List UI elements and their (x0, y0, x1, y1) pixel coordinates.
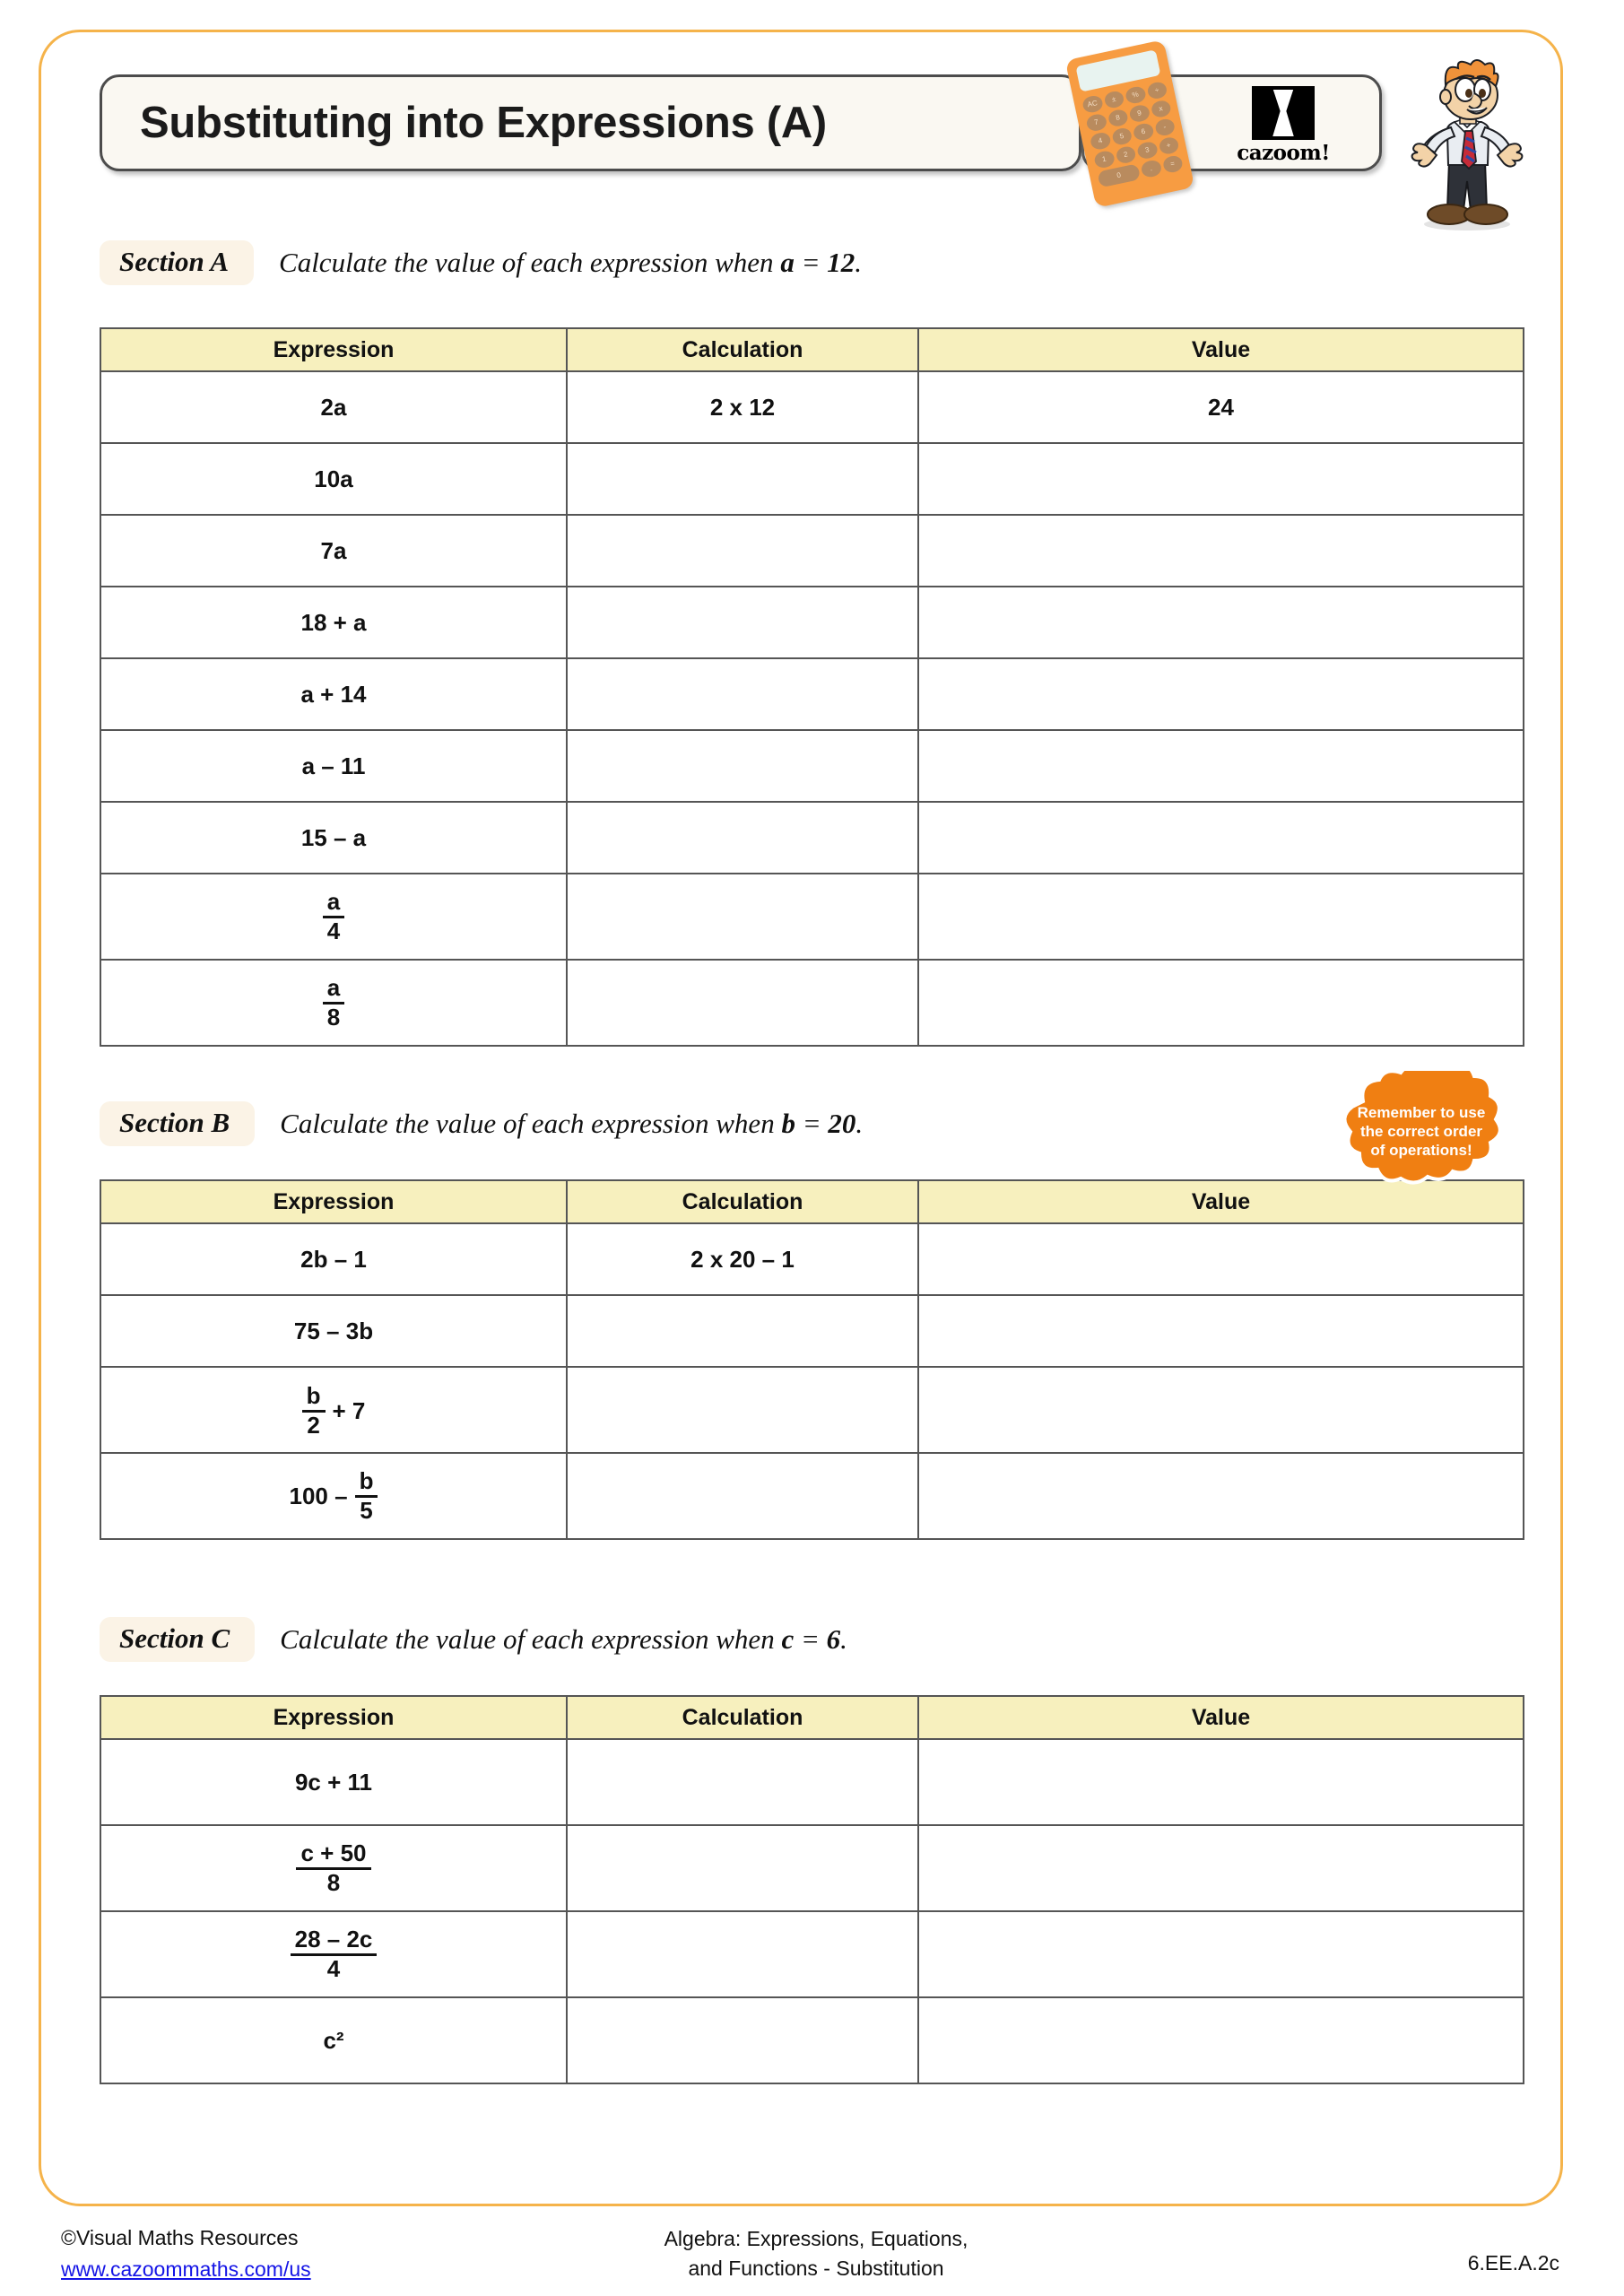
value-cell[interactable] (918, 874, 1524, 960)
reminder-line-1: Remember to use (1357, 1104, 1486, 1121)
expression-cell: a – 11 (100, 730, 567, 802)
table-row (100, 1997, 1524, 2083)
column-header-calculation: Calculation (567, 328, 918, 371)
reminder-line-2: the correct order (1359, 1123, 1483, 1141)
value-cell[interactable] (918, 802, 1524, 874)
value-cell[interactable] (918, 587, 1524, 658)
section-header-a (100, 238, 862, 288)
fraction (323, 887, 344, 944)
instruction-text: Calculate the value of each expression when (280, 1108, 782, 1139)
calc-key: x (1150, 99, 1172, 118)
reminder-line-3: of operations! (1370, 1142, 1472, 1160)
calc-key: 1 (1093, 150, 1116, 170)
calculation-cell[interactable] (567, 658, 918, 730)
calculation-cell[interactable] (567, 1997, 918, 2083)
fraction-denominator: 4 (326, 917, 341, 944)
copyright-text: ©Visual Maths Resources (61, 2226, 299, 2249)
calc-key: = (1161, 154, 1184, 174)
section-label: Section C (100, 1617, 255, 1662)
calc-key: 2 (1115, 145, 1137, 165)
fraction-numerator: c + 50 (296, 1841, 370, 1870)
table-row (100, 443, 1524, 515)
calc-key: % (1125, 85, 1147, 105)
expression-cell: c² (100, 1997, 567, 2083)
fraction (296, 1841, 370, 1895)
expression-composite (302, 1381, 366, 1439)
table-header-row (100, 328, 1524, 371)
calculation-cell[interactable] (567, 443, 918, 515)
table-row (100, 960, 1524, 1046)
instruction-period: . (855, 247, 862, 278)
calculation-cell[interactable] (567, 730, 918, 802)
table-row (100, 658, 1524, 730)
table-row (100, 730, 1524, 802)
fraction (291, 1927, 378, 1981)
section-instruction (280, 1108, 863, 1140)
page-footer (0, 2222, 1624, 2296)
table-row (100, 371, 1524, 443)
value-cell[interactable] (918, 1223, 1524, 1295)
fraction-denominator: 5 (360, 1496, 373, 1524)
section-header-c (100, 1614, 847, 1665)
calc-key: - (1154, 117, 1177, 137)
calc-key: 4 (1090, 131, 1112, 151)
fraction-numerator: a (323, 890, 344, 918)
section-a-table (100, 327, 1524, 1047)
expression-cell: 2b – 1 (100, 1223, 567, 1295)
expression-cell (100, 1453, 567, 1539)
expression-cell (100, 1825, 567, 1911)
column-header-calculation: Calculation (567, 1696, 918, 1739)
section-c-table (100, 1695, 1524, 2084)
calc-key: ± (1103, 90, 1125, 109)
expression-composite (289, 1466, 378, 1524)
website-link[interactable]: www.cazoommaths.com/us (61, 2257, 311, 2281)
value-cell[interactable] (918, 515, 1524, 587)
instruction-value: 6 (826, 1623, 841, 1655)
calculation-cell[interactable]: 2 x 12 (567, 371, 918, 443)
table-row (100, 1453, 1524, 1539)
instruction-value: 20 (828, 1108, 856, 1139)
footer-left (61, 2222, 311, 2284)
table-row (100, 1739, 1524, 1825)
value-cell[interactable] (918, 960, 1524, 1046)
mascot-character-icon (1399, 56, 1533, 235)
value-cell[interactable] (918, 1911, 1524, 1997)
instruction-value: 12 (827, 247, 855, 278)
column-header-expression: Expression (100, 1696, 567, 1739)
expression-cell: 7a (100, 515, 567, 587)
expression-cell (100, 1367, 567, 1453)
topic-line-1: Algebra: Expressions, Equations, (664, 2227, 968, 2250)
section-b-table (100, 1179, 1524, 1540)
section-label: Section A (100, 240, 254, 285)
value-cell[interactable] (918, 1453, 1524, 1539)
expression-cell: 15 – a (100, 802, 567, 874)
table-header-row (100, 1180, 1524, 1223)
expression-cell: 9c + 11 (100, 1739, 567, 1825)
instruction-period: . (855, 1108, 864, 1139)
table-row (100, 874, 1524, 960)
worksheet-title-box (100, 74, 1081, 171)
calc-key: 0 (1097, 163, 1141, 187)
standard-code: 6.EE.A.2c (1467, 2251, 1559, 2274)
table-row (100, 1295, 1524, 1367)
table-row (100, 587, 1524, 658)
table-row (100, 1223, 1524, 1295)
calculation-cell[interactable] (567, 802, 918, 874)
calc-key: AC (1081, 94, 1104, 114)
value-cell[interactable] (918, 730, 1524, 802)
value-cell[interactable] (918, 1825, 1524, 1911)
section-instruction (279, 247, 862, 279)
calculation-cell[interactable] (567, 1911, 918, 1997)
calculator-keypad (1081, 81, 1184, 188)
column-header-value: Value (918, 1180, 1524, 1223)
calc-key: + (1158, 135, 1180, 155)
cazoom-logo (1237, 86, 1330, 169)
section-instruction (280, 1623, 847, 1656)
fraction-numerator: a (323, 976, 344, 1004)
calculation-cell[interactable] (567, 1367, 918, 1453)
fraction-denominator: 4 (326, 1954, 341, 1982)
expression-suffix: + 7 (332, 1396, 366, 1424)
expression-cell: 2a (100, 371, 567, 443)
value-cell[interactable] (918, 1367, 1524, 1453)
hourglass-icon (1252, 86, 1315, 140)
instruction-text: Calculate the value of each expression when (279, 247, 781, 278)
instruction-equals: = (794, 1623, 827, 1655)
instruction-text: Calculate the value of each expression when (280, 1623, 782, 1655)
calc-key: 9 (1128, 104, 1151, 124)
instruction-variable: c (781, 1623, 795, 1655)
expression-cell: 75 – 3b (100, 1295, 567, 1367)
column-header-expression: Expression (100, 1180, 567, 1223)
column-header-expression: Expression (100, 328, 567, 371)
fraction-denominator: 8 (326, 1003, 341, 1031)
calculation-cell[interactable] (567, 1295, 918, 1367)
expression-prefix: 100 – (289, 1482, 348, 1509)
value-cell[interactable] (918, 1739, 1524, 1825)
calculation-cell[interactable] (567, 515, 918, 587)
expression-cell (100, 960, 567, 1046)
expression-cell: 10a (100, 443, 567, 515)
section-header-b (100, 1099, 863, 1149)
topic-line-2: and Functions - Substitution (688, 2257, 944, 2281)
fraction-denominator: 8 (326, 1868, 341, 1896)
instruction-variable: a (780, 247, 795, 278)
expression-cell (100, 874, 567, 960)
fraction-denominator: 2 (307, 1411, 320, 1439)
table-header-row (100, 1696, 1524, 1739)
value-cell[interactable] (918, 443, 1524, 515)
footer-topic (547, 2224, 1085, 2284)
fraction (323, 973, 344, 1031)
column-header-value: Value (918, 328, 1524, 371)
calculation-cell[interactable] (567, 1825, 918, 1911)
fraction-numerator: 28 – 2c (291, 1927, 378, 1956)
fraction (355, 1466, 378, 1524)
instruction-period: . (840, 1623, 847, 1655)
calc-key: . (1140, 159, 1162, 178)
fraction-numerator: b (302, 1384, 326, 1413)
value-cell[interactable] (918, 658, 1524, 730)
calc-key: 7 (1085, 113, 1107, 133)
instruction-variable: b (781, 1108, 795, 1139)
value-cell[interactable]: 24 (918, 371, 1524, 443)
calculation-cell[interactable]: 2 x 20 – 1 (567, 1223, 918, 1295)
instruction-equals: = (795, 1108, 829, 1139)
cazoom-wordmark: cazoom! (1237, 141, 1330, 165)
table-row (100, 1825, 1524, 1911)
calculation-cell[interactable] (567, 587, 918, 658)
calc-key: 8 (1107, 109, 1129, 128)
expression-cell: a + 14 (100, 658, 567, 730)
table-row (100, 1367, 1524, 1453)
section-label: Section B (100, 1101, 255, 1146)
page-title: Substituting into Expressions (A) (140, 99, 827, 147)
calc-key: 6 (1133, 122, 1155, 142)
expression-cell: 18 + a (100, 587, 567, 658)
value-cell[interactable] (918, 1295, 1524, 1367)
calc-key: 5 (1111, 126, 1133, 146)
calculation-cell[interactable] (567, 874, 918, 960)
column-header-calculation: Calculation (567, 1180, 918, 1223)
table-row (100, 1911, 1524, 1997)
calculation-cell[interactable] (567, 960, 918, 1046)
calculation-cell[interactable] (567, 1739, 918, 1825)
calc-key: 3 (1136, 141, 1159, 161)
calc-key: ÷ (1146, 81, 1168, 100)
column-header-value: Value (918, 1696, 1524, 1739)
fraction-numerator: b (355, 1469, 378, 1498)
calculation-cell[interactable] (567, 1453, 918, 1539)
instruction-equals: = (794, 247, 828, 278)
expression-cell (100, 1911, 567, 1997)
table-row (100, 515, 1524, 587)
value-cell[interactable] (918, 1997, 1524, 2083)
reminder-speech-bubble (1316, 1071, 1526, 1193)
table-row (100, 802, 1524, 874)
fraction (302, 1381, 326, 1439)
